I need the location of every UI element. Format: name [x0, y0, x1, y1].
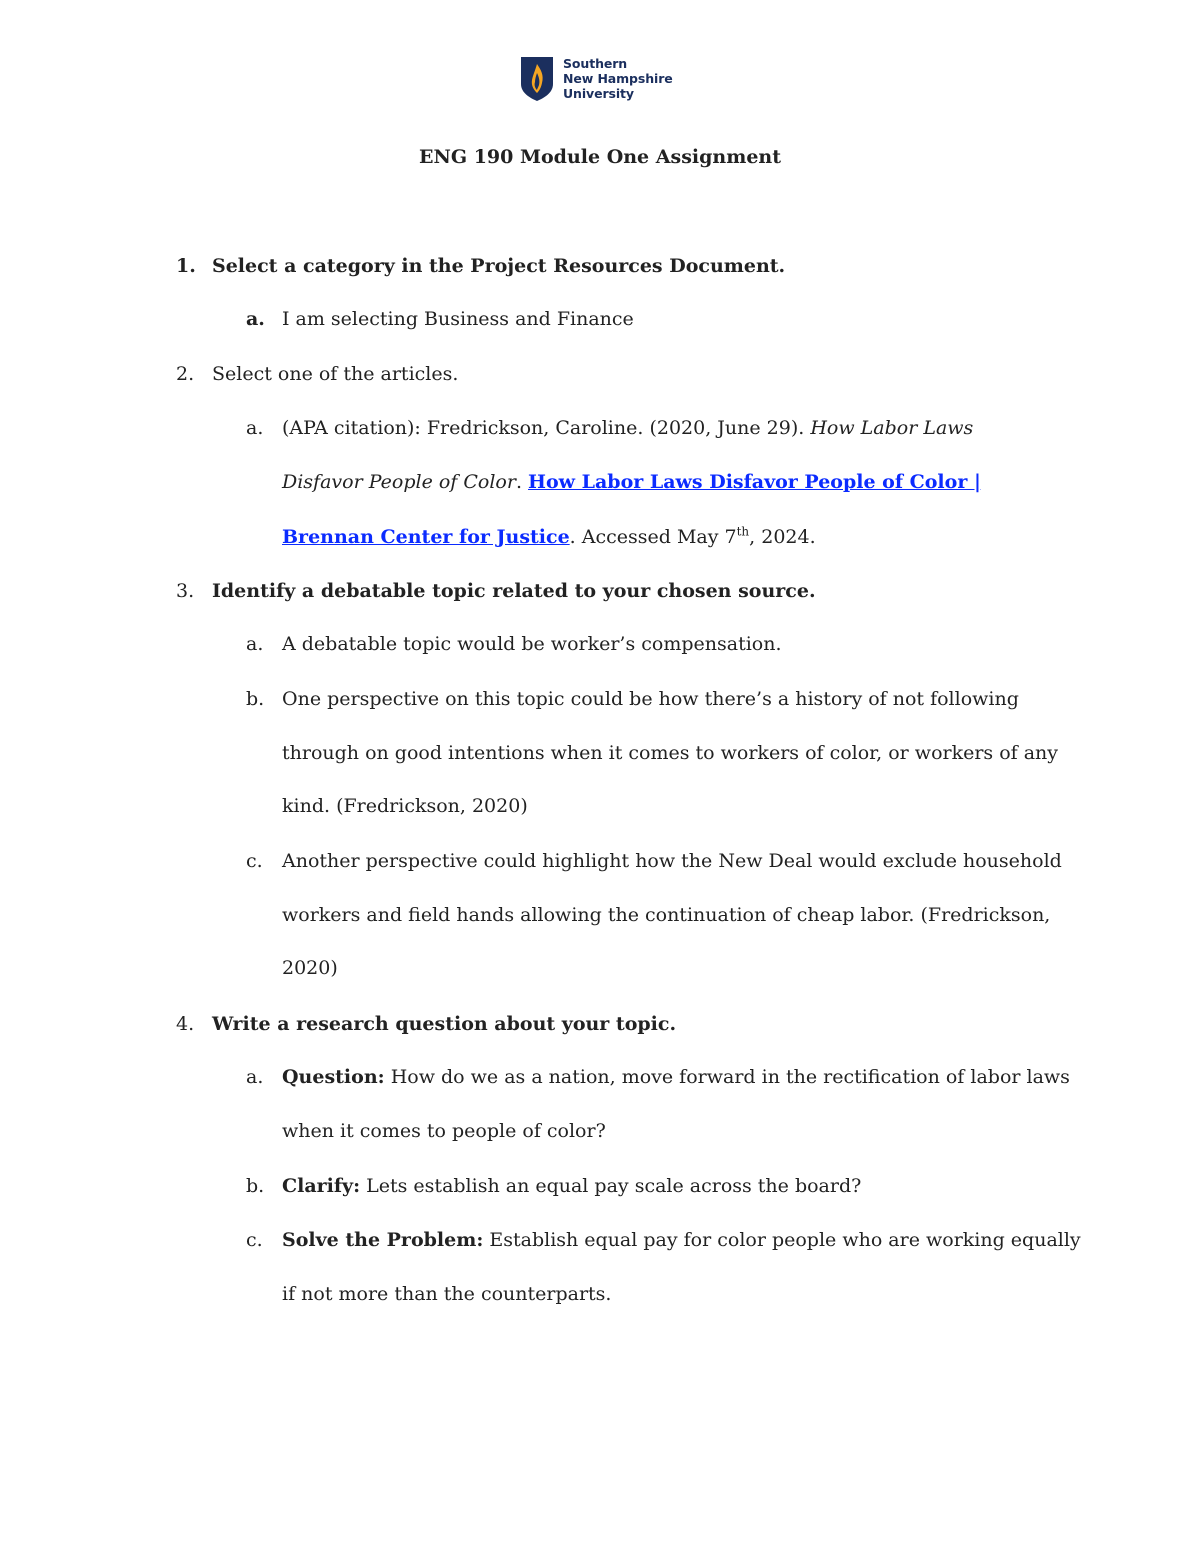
item-4a-line-1: [282, 1063, 1070, 1091]
article-link-part-1[interactable]: How Labor Laws Disfavor People of Color |: [528, 471, 981, 493]
item-4b-letter: b.: [246, 1175, 265, 1197]
item-3a-letter: a.: [246, 633, 264, 655]
item-1a-text: I am selecting Business and Finance: [282, 308, 634, 330]
solve-label: Solve the Problem:: [282, 1229, 484, 1251]
item-4-heading: Write a research question about your topic.: [212, 1013, 677, 1035]
logo-line-3: University: [563, 86, 634, 101]
item-1-number: 1.: [176, 255, 196, 277]
logo-line-1: Southern: [563, 56, 628, 71]
citation-line-1: [282, 414, 973, 442]
item-3c-line-1: Another perspective could highlight how the New Deal would exclude household: [282, 850, 1062, 872]
citation-period: .: [515, 471, 522, 493]
item-3b-line-2: through on good intentions when it comes to workers of color, or workers of any: [282, 742, 1059, 764]
clarify-text: Lets establish an equal pay scale across the board?: [360, 1175, 862, 1197]
clarify-label: Clarify:: [282, 1175, 361, 1197]
flame-shield-icon: [520, 56, 554, 102]
item-3b-line-3: kind. (Fredrickson, 2020): [282, 795, 528, 817]
item-3c-line-3: 2020): [282, 957, 338, 979]
article-link-part-2[interactable]: Brennan Center for Justice: [282, 526, 570, 548]
accessed-superscript: th: [736, 524, 750, 539]
university-logo: [520, 56, 673, 102]
item-4b-line: [282, 1172, 861, 1200]
item-3a-text: A debatable topic would be worker’s compensation.: [282, 633, 782, 655]
citation-prefix: (APA citation): Fredrickson, Caroline. (2020, June 29).: [282, 417, 811, 439]
item-3-heading: Identify a debatable topic related to your chosen source.: [212, 580, 816, 602]
document-title: ENG 190 Module One Assignment: [419, 146, 781, 168]
logo-line-2: New Hampshire: [563, 71, 673, 86]
item-1-heading: Select a category in the Project Resources Document.: [212, 255, 786, 277]
item-4a-letter: a.: [246, 1066, 264, 1088]
item-3b-line-1: One perspective on this topic could be how there’s a history of not following: [282, 688, 1019, 710]
item-3c-letter: c.: [246, 850, 263, 872]
article-title-italic-1: How Labor Laws: [810, 417, 974, 439]
item-2-heading: Select one of the articles.: [212, 363, 459, 385]
item-4a-line-2: when it comes to people of color?: [282, 1120, 606, 1142]
question-text-1: How do we as a nation, move forward in the rectification of labor laws: [384, 1066, 1070, 1088]
item-1a-letter: a.: [246, 308, 265, 330]
item-2-number: 2.: [176, 363, 195, 385]
accessed-suffix: , 2024.: [749, 526, 816, 548]
item-2a-letter: a.: [246, 417, 264, 439]
item-4c-letter: c.: [246, 1229, 263, 1251]
citation-line-2: [282, 468, 981, 496]
item-3c-line-2: workers and field hands allowing the continuation of cheap labor. (Fredrickson,: [282, 904, 1051, 926]
item-4c-line-2: if not more than the counterparts.: [282, 1283, 612, 1305]
item-4-number: 4.: [176, 1013, 195, 1035]
item-3-number: 3.: [176, 580, 195, 602]
question-label: Question:: [282, 1066, 385, 1088]
logo-wordmark: [563, 56, 673, 101]
item-3b-letter: b.: [246, 688, 265, 710]
item-4c-line-1: [282, 1226, 1081, 1254]
citation-line-3: [282, 523, 816, 551]
solve-text-1: Establish equal pay for color people who are working equally: [483, 1229, 1081, 1251]
article-title-italic-2: Disfavor People of Color: [282, 471, 516, 493]
accessed-prefix: . Accessed May 7: [569, 526, 737, 548]
